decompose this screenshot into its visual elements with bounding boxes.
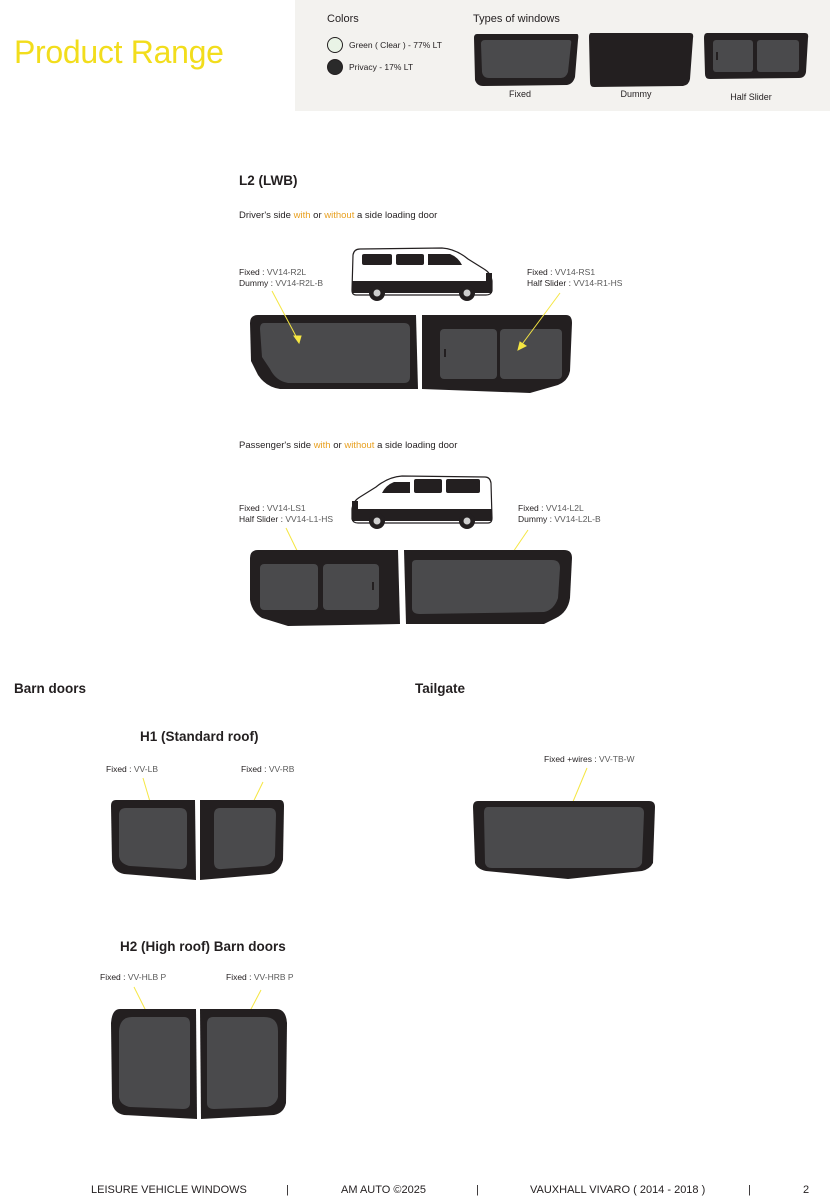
label-key: Fixed : [527, 267, 553, 277]
part-code: VV14-R1-HS [573, 278, 623, 288]
footer-separator: | [286, 1184, 289, 1196]
label-key: Fixed : [226, 972, 252, 982]
type-half-slider-label: Half Slider [730, 92, 772, 102]
h2-heading: H2 (High roof) Barn doors [120, 939, 286, 954]
footer-center: AM AUTO ©2025 [341, 1184, 426, 1196]
arrow-head [518, 342, 526, 350]
arrow-line [520, 293, 560, 347]
l2-heading: L2 (LWB) [239, 173, 298, 188]
label-key: Fixed : [106, 764, 132, 774]
footer-separator: | [748, 1184, 751, 1196]
color-clear-label: Green ( Clear ) - 77% LT [349, 40, 442, 50]
label-key: Half Slider : [239, 514, 283, 524]
passenger-windows-diagram [248, 548, 573, 628]
h1-barn-doors-diagram [110, 798, 285, 882]
passenger-left-labels [239, 503, 333, 525]
passenger-sub-without: without [344, 440, 375, 451]
tailgate-label [544, 754, 634, 765]
h1-left-label [106, 764, 158, 775]
footer-separator: | [476, 1184, 479, 1196]
page-number: 2 [803, 1184, 810, 1196]
part-code: VV-HLB P [127, 972, 167, 982]
driver-sub-without: without [324, 210, 355, 221]
footer-left: LEISURE VEHICLE WINDOWS [91, 1184, 247, 1196]
label-key: Dummy : [239, 278, 273, 288]
part-code: VV14-R2L [266, 267, 307, 277]
passenger-subheading [239, 440, 457, 451]
arrow-head [294, 336, 301, 343]
driver-sub-with: with [293, 210, 311, 221]
colors-heading: Colors [327, 13, 359, 25]
page-title: Product Range [14, 34, 224, 70]
footer-right: VAUXHALL VIVARO ( 2014 - 2018 ) [530, 1184, 706, 1196]
driver-sub-pre: Driver's side [239, 210, 294, 221]
barn-doors-heading: Barn doors [14, 681, 87, 696]
part-code: VV-LB [133, 764, 158, 774]
passenger-right-labels [518, 503, 601, 525]
label-key: Fixed : [239, 267, 265, 277]
part-code: VV14-R2L-B [275, 278, 324, 288]
part-code: VV14-L1-HS [285, 514, 334, 524]
driver-sub-or: or [310, 210, 325, 221]
part-code: VV-HRB P [253, 972, 294, 982]
label-key: Half Slider : [527, 278, 571, 288]
h2-right-label [226, 972, 294, 983]
color-privacy-label: Privacy - 17% LT [349, 62, 414, 72]
part-code: VV14-L2L [545, 503, 584, 513]
van-passenger-side-icon [350, 473, 495, 531]
driver-sub-post: a side loading door [354, 210, 438, 221]
tailgate-window-diagram [472, 799, 656, 881]
types-heading: Types of windows [473, 13, 560, 25]
passenger-sub-pre: Passenger's side [239, 440, 314, 451]
passenger-sub-with: with [313, 440, 331, 451]
part-code: VV14-LS1 [266, 503, 306, 513]
label-key: Fixed +wires : [544, 754, 597, 764]
h2-left-label [100, 972, 166, 983]
h2-barn-doors-diagram [110, 1007, 288, 1121]
part-code: VV-TB-W [599, 754, 635, 764]
label-key: Fixed : [239, 503, 265, 513]
passenger-sub-or: or [330, 440, 345, 451]
type-fixed-label: Fixed [508, 89, 531, 99]
label-key: Fixed : [241, 764, 267, 774]
part-code: VV14-L2L-B [554, 514, 601, 524]
label-key: Fixed : [100, 972, 126, 982]
h1-right-label [241, 764, 294, 775]
passenger-sub-post: a side loading door [374, 440, 458, 451]
arrow-line [272, 291, 298, 340]
label-key: Fixed : [518, 503, 544, 513]
label-key: Dummy : [518, 514, 552, 524]
part-code: VV-RB [268, 764, 295, 774]
tailgate-heading: Tailgate [415, 681, 466, 696]
part-code: VV14-RS1 [554, 267, 596, 277]
h1-heading: H1 (Standard roof) [140, 729, 259, 744]
type-dummy-label: Dummy [620, 89, 652, 99]
